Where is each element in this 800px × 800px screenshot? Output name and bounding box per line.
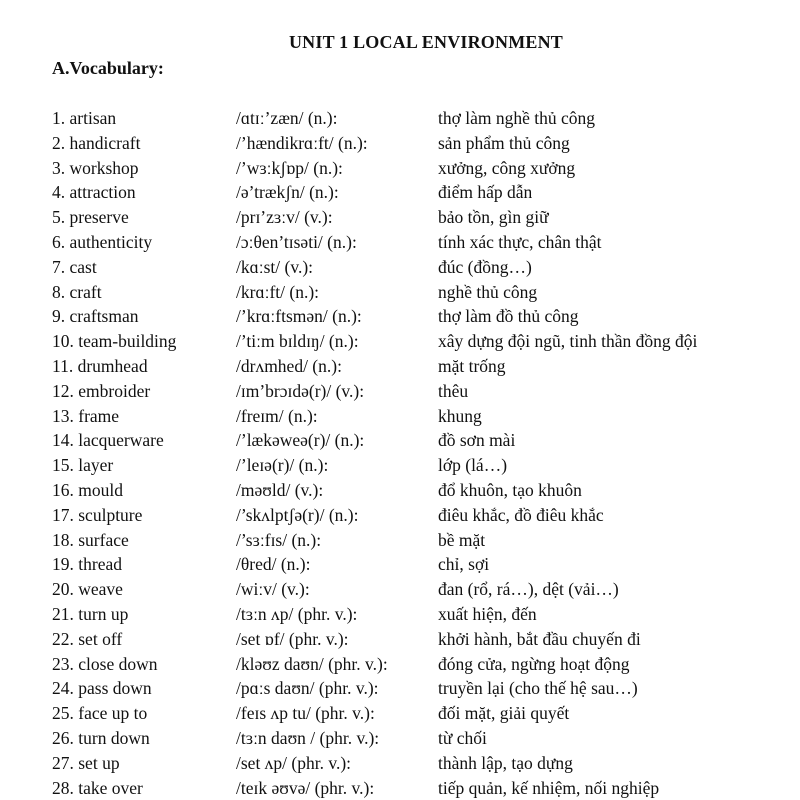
vocab-pronunciation: /tɜːn ʌp/ (phr. v.):	[236, 603, 358, 624]
vocab-meaning: đối mặt, giải quyết	[438, 703, 570, 724]
vocab-pronunciation: /’tiːm bɪldɪŋ/ (n.):	[236, 331, 359, 352]
vocab-word: 8. craft	[52, 281, 102, 302]
vocab-row	[52, 776, 792, 800]
vocab-row	[52, 453, 792, 478]
vocab-pronunciation: /’sɜːfɪs/ (n.):	[236, 529, 322, 550]
vocab-word: 6. authenticity	[52, 231, 153, 252]
vocab-meaning: xuất hiện, đến	[438, 603, 537, 624]
vocab-pronunciation: /set ʌp/ (phr. v.):	[236, 752, 352, 773]
vocab-word: 13. frame	[52, 405, 120, 426]
section-heading: A.Vocabulary:	[52, 58, 164, 78]
vocab-meaning: thành lập, tạo dựng	[438, 752, 573, 773]
vocab-pronunciation: /’skʌlptʃə(r)/ (n.):	[236, 504, 359, 525]
vocab-pronunciation: /kɑːst/ (v.):	[236, 256, 314, 277]
vocab-pronunciation: /kləʊz daʊn/ (phr. v.):	[236, 653, 388, 674]
vocab-row	[52, 627, 792, 652]
vocab-meaning: đóng cửa, ngừng hoạt động	[438, 653, 630, 674]
vocab-meaning: tiếp quản, kế nhiệm, nối nghiệp	[438, 777, 660, 798]
vocab-word: 15. layer	[52, 455, 114, 476]
vocab-meaning: truyền lại (cho thế hệ sau…)	[438, 678, 638, 699]
unit-title: UNIT 1 LOCAL ENVIRONMENT	[288, 32, 563, 52]
vocab-meaning: sản phẩm thủ công	[438, 132, 570, 153]
vocab-word: 14. lacquerware	[52, 430, 164, 451]
vocab-word: 11. drumhead	[52, 355, 148, 376]
vocab-meaning: thêu	[438, 380, 469, 401]
vocab-meaning: đồ sơn mài	[438, 430, 516, 451]
vocab-word: 25. face up to	[52, 703, 148, 724]
vocab-meaning: nghề thủ công	[438, 281, 538, 302]
vocab-meaning: khung	[438, 405, 482, 426]
vocab-pronunciation: /wiːv/ (v.):	[236, 579, 310, 600]
vocab-pronunciation: /’lækəweə(r)/ (n.):	[236, 430, 365, 451]
vocab-meaning: xưởng, công xưởng	[438, 157, 576, 178]
vocab-meaning: điêu khắc, đồ điêu khắc	[438, 504, 604, 525]
vocab-meaning: từ chối	[438, 727, 487, 748]
vocab-word: 26. turn down	[52, 727, 150, 748]
vocab-row	[52, 131, 792, 156]
vocab-meaning: mặt trống	[438, 355, 506, 376]
vocab-meaning: thợ làm đồ thủ công	[438, 306, 579, 327]
vocab-pronunciation: /məʊld/ (v.):	[236, 479, 324, 500]
vocab-word: 1. artisan	[52, 108, 117, 128]
vocab-pronunciation: /ə’trækʃn/ (n.):	[236, 182, 339, 203]
vocab-word: 9. craftsman	[52, 306, 139, 327]
vocab-row	[52, 304, 792, 329]
vocab-word: 23. close down	[52, 653, 158, 674]
vocab-row	[52, 230, 792, 255]
vocab-pronunciation: /ɑtɪː’zæn/ (n.):	[236, 108, 338, 128]
vocab-row	[52, 379, 792, 404]
vocab-pronunciation: /’krɑːftsmən/ (n.):	[236, 306, 362, 327]
vocab-pronunciation: /freɪm/ (n.):	[236, 405, 318, 426]
vocab-word: 20. weave	[52, 579, 123, 600]
vocab-word: 16. mould	[52, 479, 123, 500]
vocab-meaning: thợ làm nghề thủ công	[438, 108, 596, 128]
vocab-row	[52, 156, 792, 181]
vocab-meaning: tính xác thực, chân thật	[438, 231, 602, 252]
vocab-pronunciation: /ɔːθen’tɪsəti/ (n.):	[236, 231, 357, 252]
vocab-row	[52, 428, 792, 453]
vocab-pronunciation: /set ɒf/ (phr. v.):	[236, 628, 349, 649]
vocab-pronunciation: /drʌmhed/ (n.):	[236, 355, 342, 376]
vocab-meaning: đúc (đồng…)	[438, 256, 532, 277]
vocab-row	[52, 180, 792, 205]
vocab-row	[52, 205, 792, 230]
vocab-meaning: đổ khuôn, tạo khuôn	[438, 479, 582, 500]
vocab-row	[52, 478, 792, 503]
vocab-row	[52, 528, 792, 553]
vocab-word: 4. attraction	[52, 182, 136, 203]
vocab-word: 24. pass down	[52, 678, 152, 699]
vocab-meaning: lớp (lá…)	[438, 455, 508, 476]
vocab-pronunciation: /’wɜːkʃɒp/ (n.):	[236, 157, 343, 178]
vocab-meaning: điểm hấp dẫn	[438, 182, 533, 203]
vocab-pronunciation: /teɪk əʊvə/ (phr. v.):	[236, 777, 375, 798]
vocab-row	[52, 701, 792, 726]
vocab-row	[52, 552, 792, 577]
vocab-row	[52, 652, 792, 677]
vocab-row	[52, 255, 792, 280]
vocab-pronunciation: /’leɪə(r)/ (n.):	[236, 455, 329, 476]
vocab-pronunciation: /θred/ (n.):	[236, 554, 311, 575]
vocab-word: 21. turn up	[52, 603, 129, 624]
vocabulary-list	[52, 106, 792, 800]
vocab-word: 5. preserve	[52, 207, 129, 228]
vocab-row	[52, 726, 792, 751]
vocab-row	[52, 751, 792, 776]
vocab-row	[52, 280, 792, 305]
vocab-row	[52, 602, 792, 627]
vocab-meaning: khởi hành, bắt đầu chuyến đi	[438, 628, 641, 649]
vocab-pronunciation: /tɜːn daʊn / (phr. v.):	[236, 727, 380, 748]
vocab-meaning: bề mặt	[438, 529, 486, 550]
vocab-word: 2. handicraft	[52, 132, 141, 153]
vocab-meaning: đan (rổ, rá…), dệt (vải…)	[438, 579, 619, 600]
vocab-word: 28. take over	[52, 777, 143, 798]
vocab-pronunciation: /’hændikrɑːft/ (n.):	[236, 132, 368, 153]
vocab-pronunciation: /feɪs ʌp tu/ (phr. v.):	[236, 703, 375, 724]
vocab-row	[52, 577, 792, 602]
vocab-meaning: xây dựng đội ngũ, tinh thần đồng đội	[438, 331, 698, 352]
vocab-word: 22. set off	[52, 628, 123, 649]
vocab-word: 12. embroider	[52, 380, 151, 401]
vocab-row	[52, 676, 792, 701]
vocab-pronunciation: /pɑːs daʊn/ (phr. v.):	[236, 678, 379, 699]
vocab-word: 7. cast	[52, 256, 97, 277]
vocab-meaning: bảo tồn, gìn giữ	[438, 207, 549, 228]
vocab-row	[52, 329, 792, 354]
vocab-pronunciation: /ɪm’brɔɪdə(r)/ (v.):	[236, 380, 365, 401]
vocab-pronunciation: /prɪ’zɜːv/ (v.):	[236, 207, 333, 228]
vocab-word: 3. workshop	[52, 157, 139, 178]
vocab-meaning: chỉ, sợi	[438, 554, 490, 575]
vocab-word: 10. team-building	[52, 331, 177, 352]
vocab-word: 27. set up	[52, 752, 120, 773]
vocab-word: 19. thread	[52, 554, 122, 575]
vocab-row	[52, 404, 792, 429]
vocab-word: 18. surface	[52, 529, 129, 550]
vocab-row	[52, 106, 792, 131]
vocab-word: 17. sculpture	[52, 504, 143, 525]
vocab-row	[52, 503, 792, 528]
vocab-pronunciation: /krɑːft/ (n.):	[236, 281, 320, 302]
vocab-row	[52, 354, 792, 379]
